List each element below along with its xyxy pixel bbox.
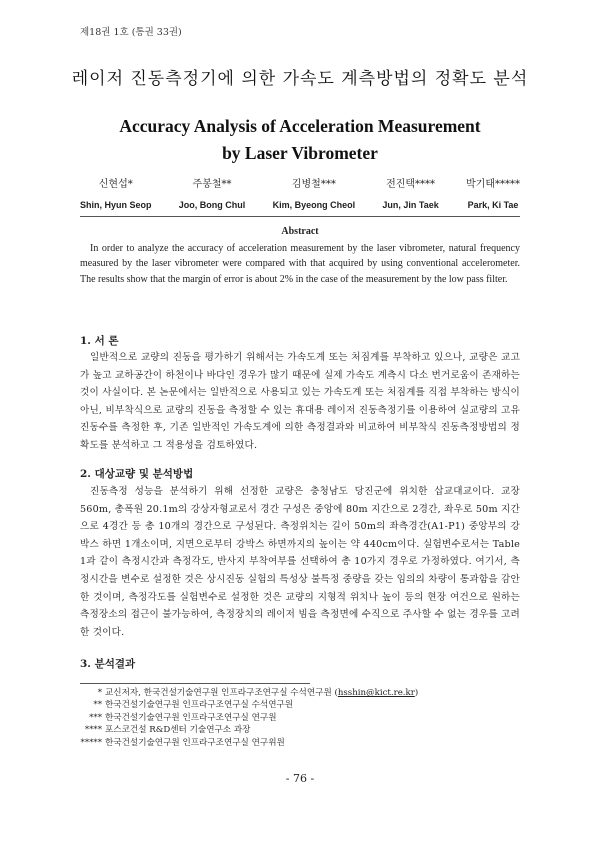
section-heading-target-bridge: 2. 대상교량 및 분석방법 <box>80 468 194 480</box>
divider-rule <box>80 216 520 217</box>
author-name-ko: 김병철*** <box>291 179 336 190</box>
author-name-en: Joo, Bong Chul <box>178 200 246 210</box>
footnote-text: 교신저자, 한국건설기술연구원 인프라구조연구실 수석연구원 ( <box>105 688 338 698</box>
footnote-mark: ** <box>93 700 102 711</box>
section-heading-results: 3. 분석결과 <box>80 658 136 670</box>
footnote-text: 한국건설기술연구원 인프라구조연구실 연구원 <box>105 712 277 723</box>
abstract-text: In order to analyze the accuracy of acceleration measurement by the laser vibrometer, natural frequency measured by the laser vibrometer were compared with that acquired by using conventional accelerometer. The results show that the margin of error is about 2% in the case of the measurement by the low pass filter. <box>80 243 520 285</box>
author-3 <box>273 178 356 212</box>
author-4 <box>382 178 438 212</box>
title-korean: 레이저 진동측정기에 의한 가속도 계측방법의 정확도 분석 <box>71 69 529 89</box>
author-name-ko: 박기태***** <box>466 179 520 190</box>
issue-header: 제18권 1호 (통권 33권) <box>80 27 182 38</box>
author-name-en: Jun, Jin Taek <box>382 200 439 210</box>
footnote-text: 한국건설기술연구원 인프라구조연구실 연구위원 <box>105 737 285 748</box>
footnote-text: 포스코건설 R&D센터 기술연구소 과장 <box>105 725 251 736</box>
footnote-mark: **** <box>84 725 102 736</box>
author-email-link[interactable]: hsshin@kict.re.kr <box>337 688 415 698</box>
footnote <box>74 687 418 699</box>
footnote-mark: *** <box>89 712 102 723</box>
abstract-heading: Abstract <box>281 226 319 237</box>
footnote-mark: ***** <box>80 737 102 748</box>
section-body-target-bridge: 진동측정 성능을 분석하기 위해 선정한 교량은 충청남도 당진군에 위치한 삽교대교이다. 교장 560m, 총폭원 20.1m의 강상자형교로서 경간 구성은 중앙에 80m 지간으로 2경간, 좌우로 50m 지간으로 4경간 등 총 10개의 경간으로 구성된다. 측정위치는 길이 50m의 좌측경간(A1-P1) 중앙부의 강박스 하면 1개소이며, 지면으로부터 강박스 하면까지의 높이는 약 440cm이다. 실험변수로서는 Table 1과 같이 측정시간과 측정각도, 반사지 부착여부를 선택하여 총 10가지 경우로 가정하였다. 여기서, 측정시간을 변수로 설정한 것은 상시진동 실험의 특성상 불특정 중량을 갖는 임의의 차량이 통과함을 감안한 것이며, 측정각도를 실험변수로 설정한 것은 교량의 지형적 위치나 높이 등의 현장 여건으로 원하는 측정장소의 접근이 불가능하여, 측정장치의 레이저 빔을 측정면에 수직으로 주사할 수 없는 경우를 고려한 것이다. <box>80 486 520 638</box>
title-english-line-2: by Laser Vibrometer <box>222 143 378 163</box>
footnote <box>74 724 418 736</box>
author-list <box>80 178 520 212</box>
author-2 <box>179 178 246 212</box>
author-name-en: Kim, Byeong Cheol <box>272 200 356 210</box>
footnote <box>74 699 418 711</box>
author-name-ko: 전진택**** <box>386 179 436 190</box>
author-5 <box>466 178 520 212</box>
footnotes <box>74 687 418 749</box>
footnote-text: 한국건설기술연구원 인프라구조연구실 수석연구원 <box>105 700 294 711</box>
section-body-introduction: 일반적으로 교량의 진동을 평가하기 위해서는 가속도계 또는 처짐계를 부착하고 있으나, 교량은 교고가 높고 교하공간이 하천이나 바다인 경우가 많기 때문에 실제 가속도 계측시 다소 번거로움이 존재하는 것이 사실이다. 본 논문에서는 일반적으로 사용되고 있는 가속도계 또는 처짐계를 직접 부착하는 방식이 아닌, 비부착식으로 교량의 진동을 측정할 수 있는 휴대용 레이저 진동측정기를 이용하여 실교량의 고유진동수를 측정한 후, 기존 일반적인 가속도계에 의한 측정결과와 비교하여 비부착식 진동측정방법의 정확도를 분석하고 그 적용성을 검토하였다. <box>80 352 520 451</box>
author-name-ko: 주봉철** <box>192 179 232 190</box>
author-name-en: Shin, Hyun Seop <box>80 200 152 210</box>
footnote <box>74 737 418 749</box>
section-heading-introduction: 1. 서 론 <box>80 335 119 347</box>
author-name-en: Park, Ki Tae <box>467 200 519 210</box>
author-1 <box>80 178 152 212</box>
title-english <box>0 113 600 167</box>
footnote-text-after: ) <box>414 688 419 698</box>
title-english-line-1: Accuracy Analysis of Acceleration Measurement <box>119 116 481 136</box>
page-number: - 76 - <box>285 772 315 785</box>
footnote-rule <box>80 683 310 684</box>
footnote-mark: * <box>97 688 102 698</box>
author-name-ko: 신현섭* <box>98 179 133 190</box>
footnote <box>74 712 418 724</box>
